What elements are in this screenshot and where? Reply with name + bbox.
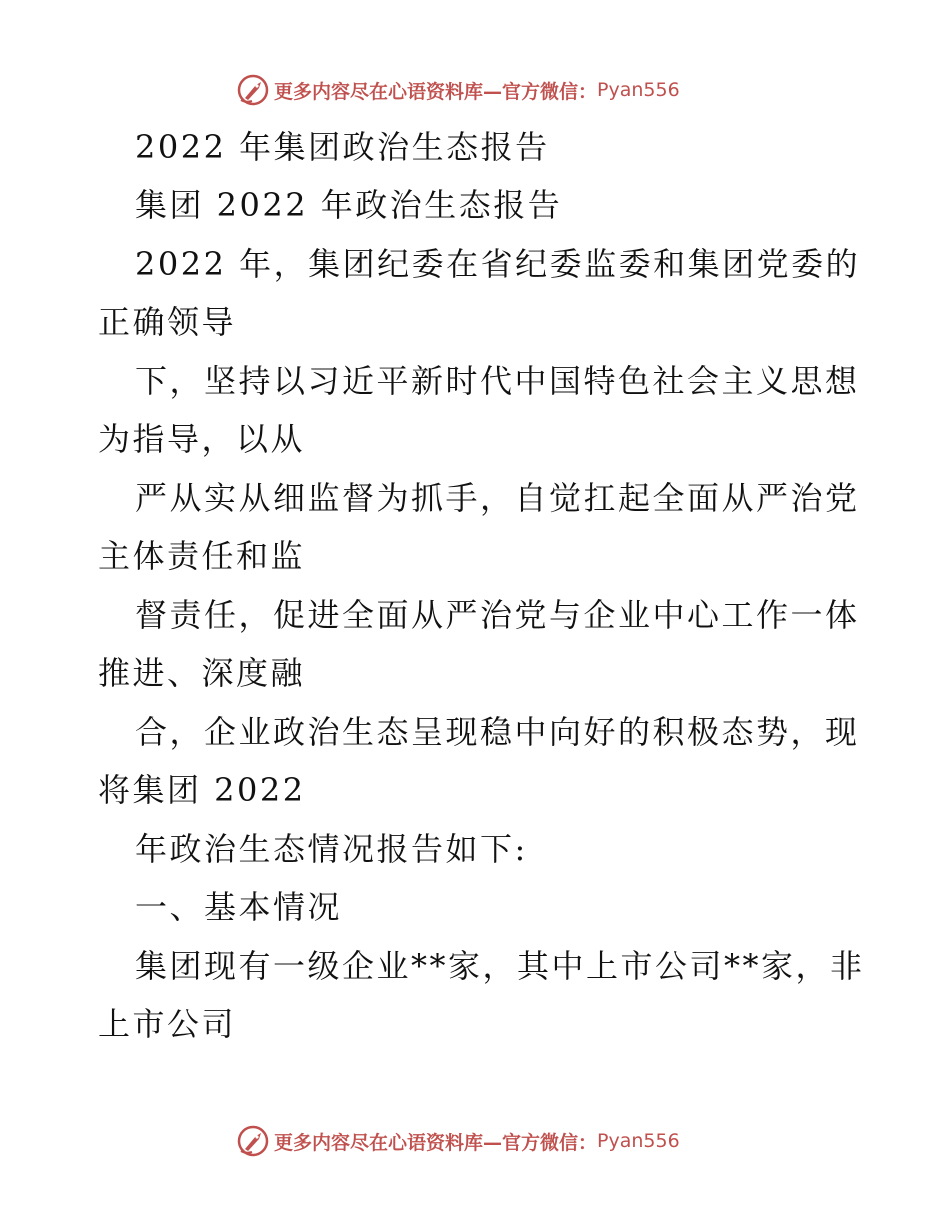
- doc-subtitle: 集团 2022 年政治生态报告: [135, 186, 563, 224]
- paragraph-line: 集团现有一级企业**家，其中上市公司**家，非: [135, 947, 865, 985]
- watermark-text: 更多内容尽在心语资料库—官方微信：: [274, 1131, 598, 1154]
- paragraph-line: 将集团 2022: [98, 771, 306, 809]
- doc-title: 2022 年集团政治生态报告: [135, 128, 550, 166]
- paragraph-line: 合，企业政治生态呈现稳中向好的积极态势，现: [135, 713, 860, 751]
- section-heading: 一、基本情况: [135, 888, 343, 926]
- paragraph-line: 上市公司: [98, 1005, 237, 1043]
- paragraph-line: 主体责任和监: [98, 537, 306, 575]
- watermark-wechat-id: Pyan556: [597, 79, 680, 101]
- paragraph-line: 下，坚持以习近平新时代中国特色社会主义思想: [135, 362, 860, 400]
- paragraph-line: 2022 年，集团纪委在省纪委监委和集团党委的: [135, 245, 861, 283]
- pen-nib-logo-icon: [236, 73, 270, 107]
- watermark-banner-bottom: [236, 1124, 680, 1158]
- watermark-text: 更多内容尽在心语资料库—官方微信：: [274, 80, 598, 103]
- paragraph-line: 年政治生态情况报告如下:: [135, 830, 528, 868]
- paragraph-line: 正确领导: [98, 303, 237, 341]
- pen-nib-logo-icon: [236, 1124, 270, 1158]
- watermark-wechat-id: Pyan556: [597, 1130, 680, 1152]
- paragraph-line: 督责任，促进全面从严治党与企业中心工作一体: [135, 596, 860, 634]
- paragraph-line: 严从实从细监督为抓手，自觉扛起全面从严治党: [135, 479, 860, 517]
- paragraph-line: 推进、深度融: [98, 654, 306, 692]
- paragraph-line: 为指导，以从: [98, 420, 306, 458]
- watermark-banner-top: [236, 73, 680, 107]
